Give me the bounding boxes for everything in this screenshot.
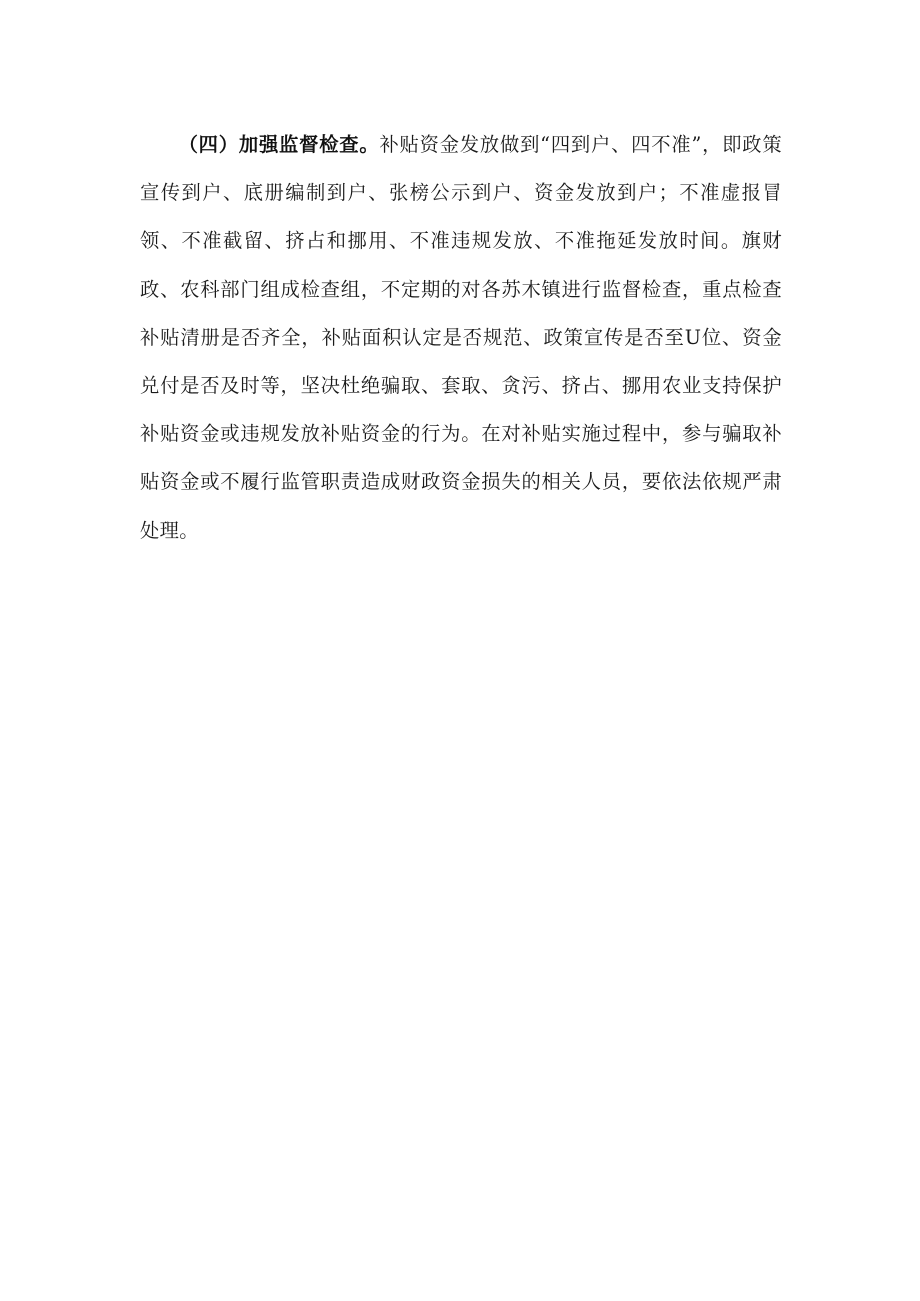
section-heading: （四）加强监督检查。: [178, 133, 380, 156]
section-paragraph: [140, 121, 782, 555]
section-body-text: 补贴资金发放做到“四到户、四不准”，即政策宣传到户、底册编制到户、张榜公示到户、资金发放到户；不准虚报冒领、不准截留、挤占和挪用、不准违规发放、不准拖延发放时间。旗财政、农科部门组成检查组，不定期的对各苏木镇进行监督检查，重点检查补贴清册是否齐全，补贴面积认定是否规范、政策宣传是否至U位、资金兑付是否及时等，坚决杜绝骗取、套取、贪污、挤占、挪用农业支持保护补贴资金或违规发放补贴资金的行为。在对补贴实施过程中，参与骗取补贴资金或不履行监管职责造成财政资金损失的相关人员，要依法依规严肃处理。: [140, 133, 782, 542]
document-body: [140, 121, 782, 555]
